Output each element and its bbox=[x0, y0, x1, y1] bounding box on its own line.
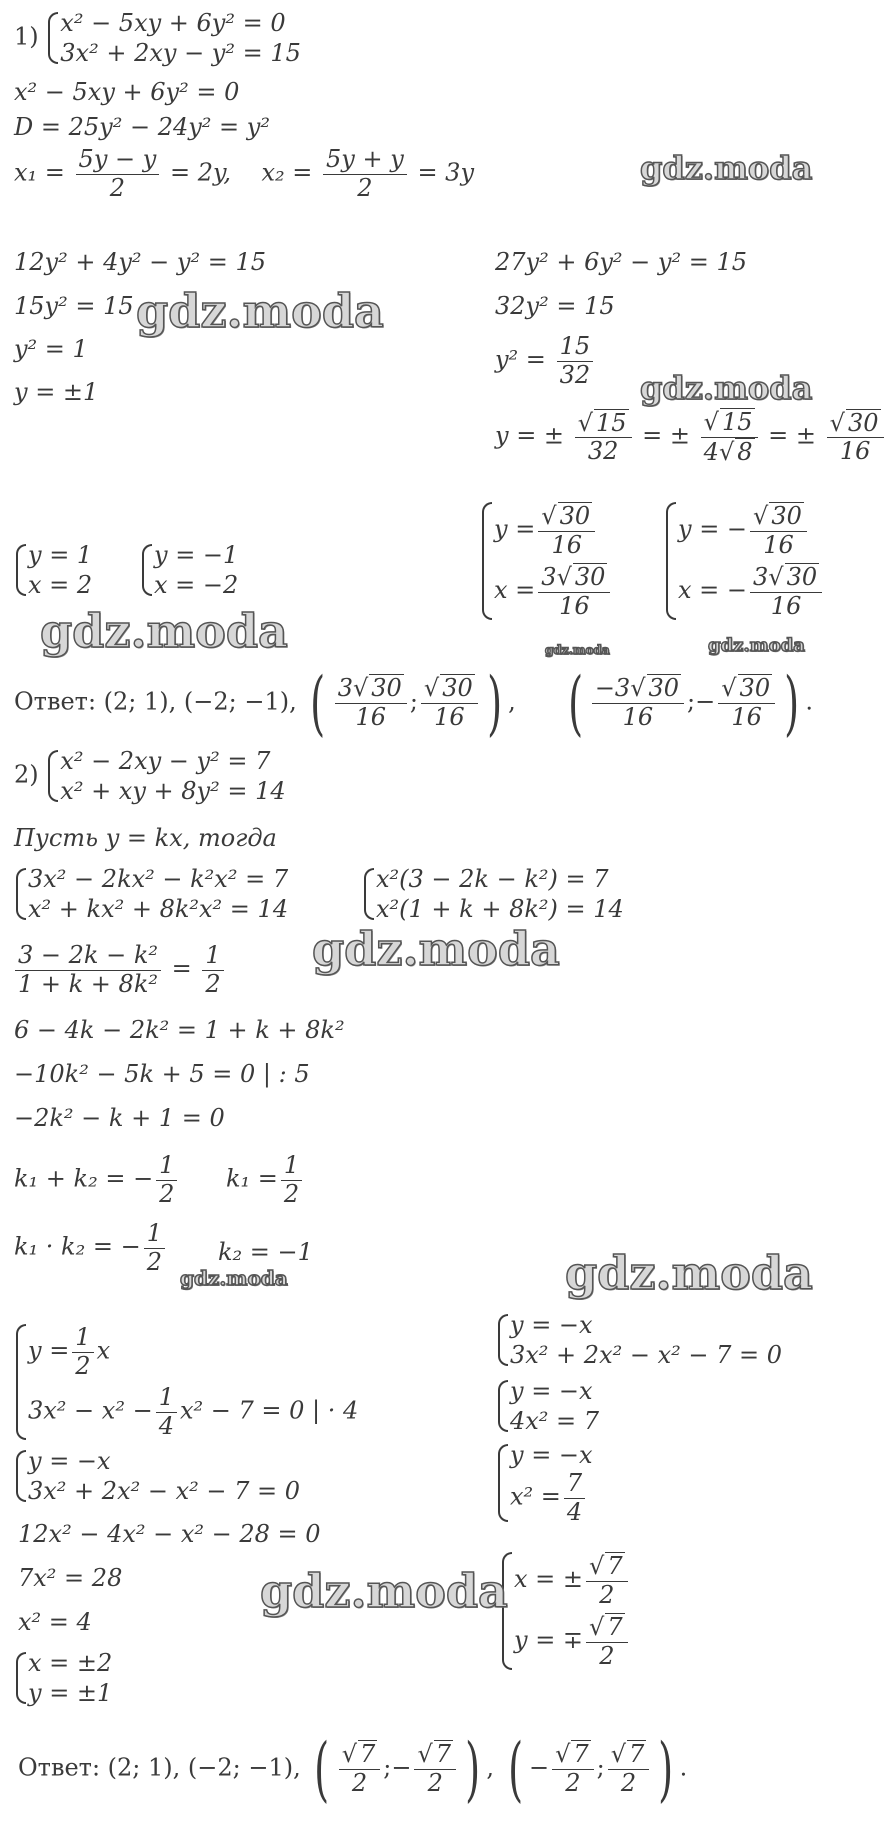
p2-sysE-x-n: 1 bbox=[156, 1384, 177, 1413]
p2-answer: Ответ: (2; 1), (−2; −1), ( $\frac{√ 7}{2}$ ;− $\frac{√ 7}{2}$ ) , ( − $\frac{√ 7}{2}$ ; $\frac{√ 7}{2}$ ) . bbox=[18, 1728, 688, 1810]
p2-sysI-2: 4x² = 7 bbox=[510, 1407, 600, 1435]
p1-ans-frac1: $\frac{3√ 30}{16}$ bbox=[335, 674, 407, 731]
p1-sysC-yd: 16 bbox=[551, 530, 582, 559]
p1-answer: Ответ: (2; 1), (−2; −1), ( $\frac{3√ 30}{16}$ ; $\frac{√ 30}{16}$ ) , ( $\frac{-3√ 30}{16}$ ;− $\frac{√ 30}{16}$ ) . bbox=[14, 662, 814, 744]
p2-system-k: x = ± $\frac{√ 7}{2}$ y = ∓ $\frac{√ 7}{2}$ bbox=[500, 1548, 631, 1674]
p2-sysH-2: 3x² + 2x² − x² − 7 = 0 bbox=[510, 1341, 783, 1369]
p2-v2d: 2 bbox=[146, 1247, 162, 1276]
p1-sysC-x: x = bbox=[494, 576, 536, 605]
p2-sysL-1: 3x² − 2kx² − k²x² = 7 bbox=[28, 865, 289, 893]
watermark-7: gdz.moda bbox=[312, 922, 560, 976]
p2-system-j bbox=[496, 1440, 593, 1526]
p1-sysA-x: x = 2 bbox=[28, 571, 93, 599]
p1-x2-num: 5y + y bbox=[323, 146, 407, 175]
p1-r4-n3: 30 bbox=[847, 408, 879, 437]
p2-ans-m: − bbox=[391, 1753, 412, 1782]
p2-sysE-x-a: 3x² − x² − bbox=[28, 1396, 153, 1425]
p1-ans2-d1: 16 bbox=[622, 703, 654, 731]
p1-ans-dot: . bbox=[805, 687, 814, 716]
watermark-9: gdz.moda bbox=[180, 1266, 288, 1290]
p1-r4-n2: 15 bbox=[721, 408, 753, 436]
p1-right-2: 32y² = 15 bbox=[495, 292, 615, 320]
p2-sysK-xn: 7 bbox=[607, 1552, 623, 1580]
p1-ans-n2r: 30 bbox=[442, 674, 473, 703]
p2-v1n: 1 bbox=[156, 1152, 177, 1181]
p2-sysH-1: y = −x bbox=[510, 1311, 593, 1339]
p1-system-d: y = − $\frac{√ 30}{16}$ x = − $\frac{3√ 30}{16}$ bbox=[664, 498, 825, 624]
p1-right-4 bbox=[495, 408, 887, 466]
p1-r4-d3: 16 bbox=[839, 437, 871, 466]
p2-v1: k₁ + k₂ = − bbox=[14, 1164, 154, 1193]
p1-answer-pre: (2; 1), (−2; −1), bbox=[103, 687, 297, 716]
p2-k1n: 1 bbox=[281, 1152, 302, 1181]
p2-sysI-1: y = −x bbox=[510, 1377, 593, 1405]
p2-sysR-1: x²(3 − 2k − k²) = 7 bbox=[376, 865, 609, 893]
p2-sysJ-n: 7 bbox=[564, 1470, 585, 1499]
p2-v2n: 1 bbox=[144, 1220, 165, 1249]
p1-r4-frac2: $\frac{√ 15}{4√ 8}$ bbox=[701, 408, 758, 466]
p2-sysG-1: x = ±2 bbox=[28, 1649, 113, 1677]
p2-f-den: 1 + k + 8k² bbox=[18, 969, 158, 998]
p2-sysJ-y: y = −x bbox=[510, 1441, 593, 1469]
p1-x1-lhs: x₁ = bbox=[14, 158, 65, 187]
p1-r4-d2a: 4 bbox=[703, 437, 719, 466]
p1-left-2: 15y² = 15 bbox=[14, 292, 134, 320]
p2-ans2-d1: 2 bbox=[565, 1769, 581, 1797]
p1-sysC-y: y = bbox=[494, 515, 536, 544]
p1-r4-frac1: $\frac{√ 15}{32}$ bbox=[575, 409, 632, 466]
p1-sysD-xn-r: 30 bbox=[786, 563, 818, 592]
p1-ans2-n1r: 30 bbox=[648, 674, 680, 703]
p1-ans-frac4: $\frac{√ 30}{16}$ bbox=[718, 674, 775, 731]
p1-ans-d2: 16 bbox=[434, 703, 465, 731]
p2-ans-d2: 2 bbox=[427, 1769, 443, 1797]
p1-r4-frac3: $\frac{√ 30}{16}$ bbox=[827, 409, 884, 466]
p1-sysC-xn-a: 3 bbox=[541, 563, 557, 592]
p2-system-i bbox=[496, 1376, 599, 1436]
p2-left-2: 7x² = 28 bbox=[18, 1564, 123, 1592]
p1-ans-frac3: $\frac{-3√ 30}{16}$ bbox=[592, 674, 684, 731]
p1-sysD-yn: 30 bbox=[771, 502, 802, 530]
p2-ans2-m: − bbox=[528, 1753, 550, 1782]
watermark-6: gdz.moda bbox=[708, 635, 805, 656]
p2-ans2-n2: 7 bbox=[629, 1740, 645, 1769]
p2-ans-dot: . bbox=[679, 1753, 688, 1782]
p2-sysK-yd: 2 bbox=[599, 1641, 615, 1670]
p1-x2-fraction bbox=[323, 146, 407, 202]
p2-ans-n2: 7 bbox=[435, 1740, 452, 1769]
p2-ans-d1: 2 bbox=[351, 1769, 368, 1797]
p1-line-2: D = 25y² − 24y² = y² bbox=[14, 113, 270, 141]
p2-v1d: 2 bbox=[159, 1179, 175, 1208]
p1-x2-den: 2 bbox=[357, 173, 373, 202]
p2-ans2-sep: ; bbox=[596, 1753, 605, 1782]
p2-k1d: 2 bbox=[283, 1179, 300, 1208]
p1-system-c: y = $\frac{√ 30}{16}$ x = $\frac{3√ 30}{16}$ bbox=[480, 498, 613, 624]
p1-ans-frac2: $\frac{√ 30}{16}$ bbox=[421, 674, 478, 731]
p1-r4-b: = ± bbox=[642, 421, 691, 450]
p1-sysD-y: y = − bbox=[678, 515, 748, 544]
p1-sysC-xn-r: 30 bbox=[574, 563, 606, 592]
p2-sysK-y: y = ∓ bbox=[514, 1626, 584, 1655]
p1-sysD-x: x = − bbox=[678, 576, 748, 605]
p1-r3-num: 15 bbox=[557, 333, 594, 362]
p2-ans-frac2: $\frac{√ 7}{2}$ bbox=[414, 1740, 456, 1797]
p2-sysJ-x: x² = bbox=[510, 1482, 561, 1511]
p2-sysE-y-a: y = bbox=[28, 1336, 70, 1365]
p2-sysJ-d: 4 bbox=[566, 1497, 583, 1526]
p1-system-b bbox=[140, 540, 238, 600]
p2-sysK-x: x = ± bbox=[514, 1565, 584, 1594]
p1-x1-den: 2 bbox=[109, 173, 126, 202]
p1-sysA-y: y = 1 bbox=[28, 541, 93, 569]
p2-ans-frac3: $\frac{√ 7}{2}$ bbox=[552, 1740, 594, 1797]
p1-sysD-yd: 16 bbox=[763, 530, 794, 559]
p1-ans2-n2r: 30 bbox=[739, 674, 771, 703]
p2-ans-n1: 7 bbox=[360, 1740, 376, 1769]
p2-answer-pre: (2; 1), (−2; −1), bbox=[107, 1753, 301, 1782]
p1-ans2-minus: − bbox=[695, 687, 716, 716]
p2-sysL-2: x² + kx² + 8k²x² = 14 bbox=[28, 895, 289, 923]
p1-ans2-sep: ; bbox=[687, 687, 696, 716]
p2-v2: k₁ · k₂ = − bbox=[14, 1232, 141, 1261]
watermark-2: gdz.moda bbox=[136, 284, 384, 338]
p1-r3-fraction bbox=[557, 333, 594, 389]
p2-ans-frac1: $\frac{√ 7}{2}$ bbox=[339, 1740, 381, 1797]
p2-f-rhs-d: 2 bbox=[205, 969, 221, 998]
p1-x1-num: 5y − y bbox=[76, 146, 160, 175]
p1-x1-rhs: = 2y, bbox=[169, 158, 231, 187]
p1-r4-d1: 32 bbox=[587, 437, 619, 466]
p2-ans2-d2: 2 bbox=[620, 1769, 637, 1797]
p1-left-3: y² = 1 bbox=[14, 335, 88, 363]
p2-sysK-yn: 7 bbox=[607, 1613, 623, 1642]
p2-line-2: −10k² − 5k + 5 = 0 | : 5 bbox=[14, 1060, 310, 1088]
p1-ans2-n1a: −3 bbox=[594, 674, 631, 703]
watermark-10: gdz.moda bbox=[260, 1564, 508, 1618]
p2-sys-eq1: x² − 2xy − y² = 7 bbox=[60, 747, 271, 775]
p1-x2-lhs: x₂ = bbox=[261, 158, 313, 187]
p2-sysG-2: y = ±1 bbox=[28, 1679, 113, 1707]
p2-system-e bbox=[14, 1320, 358, 1444]
p2-left-3: x² = 4 bbox=[18, 1608, 92, 1636]
p1-r4-n1: 15 bbox=[595, 408, 627, 437]
p1-left-4: y = ±1 bbox=[14, 378, 99, 406]
p2-f-num: 3 − 2k − k² bbox=[15, 942, 161, 971]
watermark-5: gdz.moda bbox=[545, 643, 610, 657]
p2-line-3: −2k² − k + 1 = 0 bbox=[14, 1104, 225, 1132]
watermark-4: gdz.moda bbox=[40, 604, 288, 658]
p1-ans-n1r: 30 bbox=[371, 674, 402, 703]
p2-k2: k₂ = −1 bbox=[218, 1238, 313, 1266]
p1-sys-eq1: x² − 5xy + 6y² = 0 bbox=[60, 9, 286, 37]
p1-system bbox=[14, 8, 301, 68]
p2-system bbox=[14, 746, 286, 806]
p2-k1 bbox=[226, 1152, 305, 1208]
p2-sysR-2: x²(1 + k + 8k²) = 14 bbox=[376, 895, 624, 923]
p2-let-line: Пусть y = kx, тогда bbox=[14, 824, 277, 852]
p1-ans-comma: , bbox=[508, 687, 516, 716]
p1-number: 1) bbox=[14, 22, 39, 51]
p1-sysC-yn: 30 bbox=[559, 502, 591, 530]
p1-answer-label: Ответ: bbox=[14, 687, 97, 716]
p2-ans2-n1: 7 bbox=[573, 1740, 589, 1769]
p1-ans2-d2: 16 bbox=[731, 703, 762, 731]
p2-number: 2) bbox=[14, 760, 39, 789]
p1-r4-d2r: 8 bbox=[737, 437, 753, 466]
p2-left-1: 12x² − 4x² − x² − 28 = 0 bbox=[18, 1520, 321, 1548]
p2-sysE-y-d: 2 bbox=[75, 1351, 91, 1380]
p2-sysF-1: y = −x bbox=[28, 1447, 111, 1475]
p2-answer-label: Ответ: bbox=[18, 1753, 101, 1782]
p2-sysK-xd: 2 bbox=[599, 1580, 615, 1609]
p2-sysE-x-d: 4 bbox=[158, 1411, 174, 1440]
p1-line-1: x² − 5xy + 6y² = 0 bbox=[14, 78, 240, 106]
p1-ans-n1a: 3 bbox=[337, 674, 353, 703]
p2-sysE-y-b: x bbox=[96, 1336, 111, 1365]
p1-sys-eq2: 3x² + 2xy − y² = 15 bbox=[60, 39, 301, 67]
p2-f-rhs-n: 1 bbox=[202, 942, 223, 971]
p2-sysF-2: 3x² + 2x² − x² − 7 = 0 bbox=[28, 1477, 301, 1505]
p2-system-h bbox=[496, 1310, 782, 1370]
p1-roots-line bbox=[14, 146, 474, 202]
p1-system-a bbox=[14, 540, 92, 600]
p1-r4-c: = ± bbox=[768, 421, 817, 450]
p1-r4-a: y = ± bbox=[495, 421, 565, 450]
p2-k1-lhs: k₁ = bbox=[226, 1164, 278, 1193]
p2-system-g bbox=[14, 1648, 112, 1708]
p2-ans-frac4: $\frac{√ 7}{2}$ bbox=[608, 1740, 650, 1797]
p2-sys-eq2: x² + xy + 8y² = 14 bbox=[60, 777, 286, 805]
p1-left-1: 12y² + 4y² − y² = 15 bbox=[14, 248, 266, 276]
p2-sysE-x-b: x² − 7 = 0 | · 4 bbox=[179, 1396, 359, 1425]
p2-fraction-eq bbox=[12, 942, 227, 998]
p1-ans-sep: ; bbox=[409, 687, 418, 716]
p1-r3-lhs: y² = bbox=[495, 345, 546, 374]
p1-sysB-x: x = −2 bbox=[154, 571, 239, 599]
p1-sysD-xd: 16 bbox=[770, 591, 802, 620]
p1-ans-d1: 16 bbox=[355, 703, 387, 731]
p1-sysB-y: y = −1 bbox=[154, 541, 239, 569]
p2-ans-comma: , bbox=[486, 1753, 495, 1782]
p2-line-1: 6 − 4k − 2k² = 1 + k + 8k² bbox=[14, 1016, 345, 1044]
p1-x2-rhs: = 3y bbox=[417, 158, 475, 187]
p1-sysC-xd: 16 bbox=[559, 591, 590, 620]
p2-system-f bbox=[14, 1446, 300, 1506]
p2-vieta-1 bbox=[14, 1152, 180, 1208]
p2-system-left bbox=[14, 864, 288, 924]
watermark-1: gdz.moda bbox=[640, 149, 813, 187]
watermark-3: gdz.moda bbox=[640, 369, 813, 407]
p2-vieta-2 bbox=[14, 1220, 168, 1276]
p1-x1-fraction bbox=[76, 146, 160, 202]
p2-f-eq: = bbox=[171, 954, 192, 983]
p2-ans-sep: ; bbox=[383, 1753, 392, 1782]
p1-right-3 bbox=[495, 333, 596, 389]
watermark-8: gdz.moda bbox=[565, 1246, 813, 1300]
p1-sysD-xn-a: 3 bbox=[753, 563, 769, 592]
p2-sysE-y-n: 1 bbox=[72, 1324, 93, 1353]
p2-system-right bbox=[362, 864, 624, 924]
p1-r3-den: 32 bbox=[559, 360, 591, 389]
p1-brace-system bbox=[46, 8, 301, 68]
p1-right-1: 27y² + 6y² − y² = 15 bbox=[495, 248, 747, 276]
